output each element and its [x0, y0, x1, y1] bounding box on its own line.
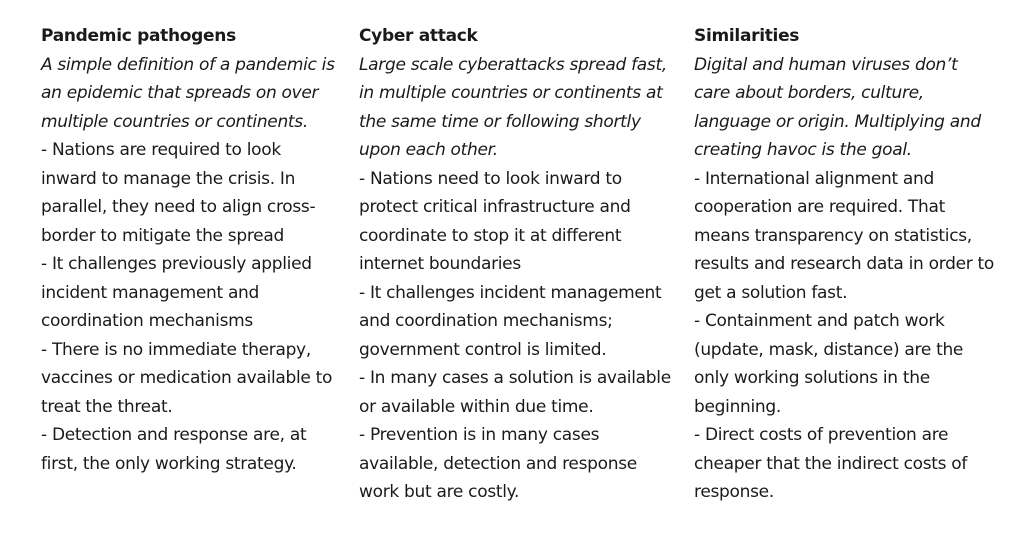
- bullet-line: - Containment and patch work: [694, 311, 945, 331]
- bullet-item: [41, 136, 341, 250]
- bullet-line: response.: [694, 482, 774, 502]
- bullet-line: get a solution fast.: [694, 282, 848, 303]
- intro-line: the same time or following shortly: [359, 111, 641, 132]
- intro-line: multiple countries or continents.: [41, 111, 308, 132]
- bullet-line: incident management and: [41, 282, 260, 303]
- bullet-item: [694, 165, 1006, 308]
- bullet-line: - In many cases a solution is available: [359, 368, 671, 388]
- bullet-line: inward to manage the crisis. In: [41, 168, 296, 189]
- bullet-line: protect critical infrastructure and: [359, 197, 631, 217]
- column-title: Similarities: [694, 26, 800, 46]
- bullet-line: - Nations need to look inward to: [359, 168, 622, 189]
- column-similarities: [694, 22, 1006, 507]
- intro-line: care about borders, culture,: [694, 83, 924, 103]
- bullet-line: coordinate to stop it at different: [359, 225, 622, 246]
- bullet-item: [359, 279, 679, 365]
- bullet-line: - Detection and response are, at: [41, 425, 307, 445]
- bullet-line: means transparency on statistics,: [694, 225, 972, 246]
- bullet-line: or available within due time.: [359, 396, 594, 417]
- bullet-line: coordination mechanisms: [41, 311, 253, 331]
- bullet-item: [694, 421, 1006, 507]
- bullet-line: cooperation are required. That: [694, 197, 945, 217]
- bullet-item: [359, 421, 679, 507]
- bullet-line: - International alignment and: [694, 168, 935, 189]
- bullet-line: parallel, they need to align cross-: [41, 197, 316, 217]
- bullet-item: [41, 250, 341, 336]
- bullet-item: [359, 364, 679, 421]
- intro-line: an epidemic that spreads on over: [41, 83, 319, 103]
- bullet-line: beginning.: [694, 396, 782, 417]
- intro-line: Digital and human viruses don’t: [694, 54, 958, 75]
- bullet-item: [41, 336, 341, 422]
- bullet-line: (update, mask, distance) are the: [694, 339, 964, 360]
- intro-line: creating havoc is the goal.: [694, 140, 912, 160]
- column-title: Cyber attack: [359, 26, 478, 46]
- bullet-line: cheaper that the indirect costs of: [694, 453, 968, 474]
- bullet-item: [694, 307, 1006, 421]
- bullet-line: - Prevention is in many cases: [359, 425, 600, 445]
- intro-line: language or origin. Multiplying and: [694, 111, 981, 132]
- intro-line: in multiple countries or continents at: [359, 83, 663, 103]
- column-intro: [359, 51, 679, 165]
- column-title: Pandemic pathogens: [41, 26, 236, 46]
- bullet-line: - There is no immediate therapy,: [41, 339, 311, 360]
- bullet-item: [41, 421, 341, 478]
- bullet-line: - It challenges previously applied: [41, 254, 312, 274]
- column-pandemic-pathogens: [41, 22, 341, 478]
- bullet-line: treat the threat.: [41, 396, 173, 417]
- column-cyber-attack: [359, 22, 679, 507]
- bullet-line: - It challenges incident management: [359, 282, 662, 303]
- bullet-line: available, detection and response: [359, 453, 637, 474]
- column-intro: [41, 51, 341, 137]
- bullet-line: - Nations are required to look: [41, 140, 281, 160]
- intro-line: upon each other.: [359, 140, 498, 160]
- intro-line: A simple definition of a pandemic is: [41, 54, 335, 75]
- bullet-line: results and research data in order to: [694, 254, 994, 274]
- bullet-line: government control is limited.: [359, 339, 607, 360]
- bullet-line: - Direct costs of prevention are: [694, 425, 949, 445]
- bullet-line: and coordination mechanisms;: [359, 311, 613, 331]
- bullet-line: only working solutions in the: [694, 368, 930, 388]
- bullet-line: work but are costly.: [359, 482, 520, 502]
- bullet-line: vaccines or medication available to: [41, 368, 333, 388]
- column-intro: [694, 51, 1006, 165]
- bullet-line: first, the only working strategy.: [41, 453, 297, 474]
- bullet-item: [359, 165, 679, 279]
- intro-line: Large scale cyberattacks spread fast,: [359, 54, 667, 75]
- bullet-line: internet boundaries: [359, 254, 521, 274]
- bullet-line: border to mitigate the spread: [41, 225, 284, 246]
